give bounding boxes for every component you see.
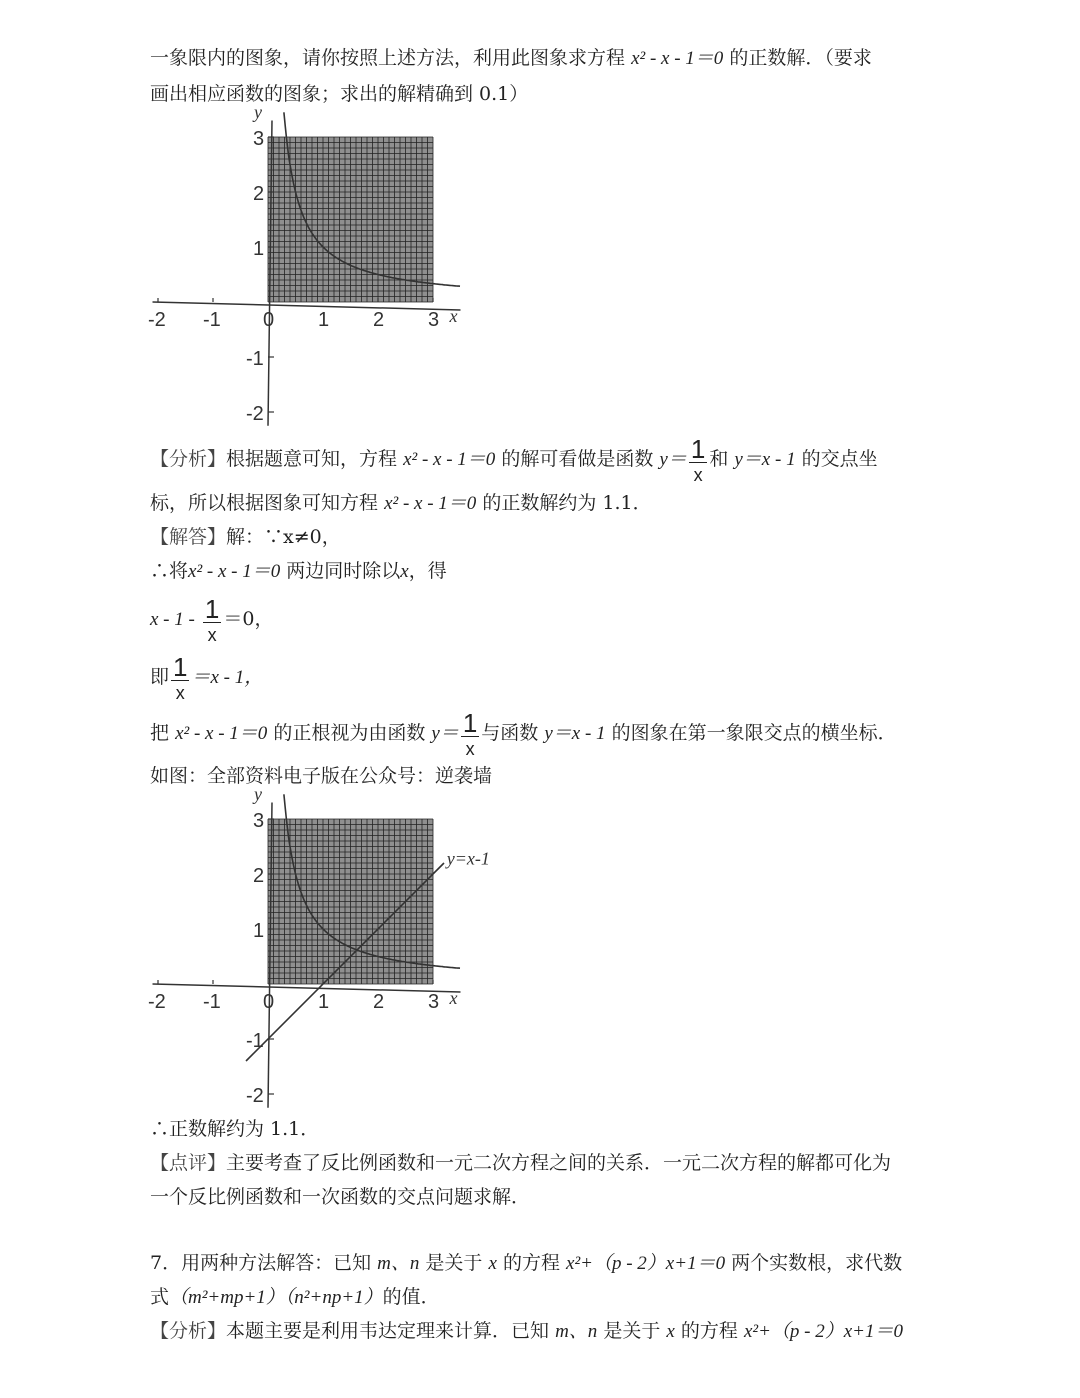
q7-line-3-eq: x²+（p - 2）x+1＝0	[743, 1321, 904, 1342]
y-tick-label: 2	[253, 865, 265, 887]
x-axis	[153, 302, 461, 310]
solution-line-3-a: x - 1 -	[150, 609, 195, 630]
x-axis-label: x	[449, 988, 458, 1008]
solution-line-5-f: 的图象在第一象限交点的横坐标．	[611, 722, 897, 744]
y-tick-label: 1	[253, 238, 265, 260]
x-tick-label: 2	[373, 991, 385, 1013]
line-label: y=x-1	[446, 848, 490, 869]
analysis-tag: 【分析】	[150, 448, 227, 470]
q7-line-3-c: 的方程	[680, 1320, 738, 1342]
analysis-func-1-prefix: y＝	[659, 449, 687, 470]
x-tick-label: -1	[203, 309, 221, 331]
solution-line-5-c: y＝	[431, 723, 459, 744]
intro-text-a: 一象限内的图象，请你按照上述方法，利用此图象求方程	[150, 47, 626, 69]
analysis-line-2-b: 的正数解约为 1.1．	[482, 492, 652, 514]
solution-tag: 【解答】	[150, 526, 227, 548]
q7-line-3-a: 本题主要是利用韦达定理来计算．已知	[226, 1320, 550, 1342]
solution-line-5-b: 的正根视为由函数	[273, 722, 426, 744]
x-tick-label: 0	[263, 309, 275, 331]
x-tick-label: 0	[263, 991, 275, 1013]
q7-line-2	[150, 1285, 440, 1310]
q7-line-1-c: 的方程	[502, 1252, 560, 1274]
x-tick-label: -1	[203, 991, 221, 1013]
intro-text-b: 的正数解．（要求	[729, 47, 872, 69]
comment-text-1: 主要考查了反比例函数和一元二次方程之间的关系．一元二次方程的解都可化为	[226, 1152, 892, 1174]
solution-line-5-e: y＝x - 1	[544, 723, 606, 744]
analysis-line-2	[150, 491, 652, 516]
x-axis	[153, 984, 461, 992]
q7-line-1-vars: m、n	[377, 1253, 420, 1274]
solution-line-2	[150, 559, 447, 584]
solution-line-5	[150, 708, 897, 759]
x-tick-label: 1	[318, 991, 330, 1013]
solution-line-4-a: 即	[150, 666, 170, 688]
analysis-equation-2: x² - x - 1＝0	[384, 493, 477, 514]
y-tick-label: -1	[246, 1030, 264, 1052]
graph-2	[140, 790, 510, 1120]
q7-line-1-a: 7．用两种方法解答：已知	[150, 1252, 372, 1274]
y-tick-label: -1	[246, 348, 264, 370]
q7-analysis-tag: 【分析】	[150, 1320, 227, 1342]
q7-line-3-b: 是关于	[603, 1320, 661, 1342]
intro-line-1	[150, 46, 872, 71]
x-tick-label: 3	[428, 991, 440, 1013]
solution-line-2-a: ∴将	[150, 560, 189, 582]
solution-text-1: 解：∵x≠0，	[226, 526, 341, 548]
analysis-func-2: y＝x - 1	[734, 449, 796, 470]
fraction-one-over-x: $\frac{1}{x}$	[204, 594, 220, 645]
solution-line-5-eq: x² - x - 1＝0	[175, 723, 268, 744]
x-tick-label: 1	[318, 309, 330, 331]
q7-line-3-vars: m、n	[555, 1321, 598, 1342]
solution-line-2-b: 两边同时除以	[286, 560, 401, 582]
x-tick-label: 2	[373, 309, 385, 331]
solution-line-2-c: ，得	[408, 560, 447, 582]
q7-line-1-eq: x²+（p - 2）x+1＝0	[566, 1253, 726, 1274]
intro-line-2: 画出相应函数的图象；求出的解精确到 0.1）	[150, 83, 529, 105]
y-tick-label: 3	[253, 810, 265, 832]
y-axis-label: y	[254, 108, 262, 122]
analysis-text-c: 和	[709, 448, 729, 470]
comment-line-2: 一个反比例函数和一次函数的交点问题求解．	[150, 1186, 531, 1208]
q7-line-1-b: 是关于	[425, 1252, 483, 1274]
analysis-equation-1: x² - x - 1＝0	[403, 449, 496, 470]
x-tick-label: 3	[428, 309, 440, 331]
y-tick-label: 3	[253, 128, 265, 150]
q7-line-1-d: 两个实数根，求代数	[731, 1252, 903, 1274]
comment-tag: 【点评】	[150, 1152, 227, 1174]
q7-line-3	[150, 1319, 903, 1344]
graph-1	[140, 108, 480, 438]
analysis-text-d: 的交点坐	[801, 448, 878, 470]
solution-line-6: 如图：全部资料电子版在公众号：逆袭墙	[150, 765, 493, 787]
y-tick-label: 2	[253, 183, 265, 205]
q7-line-3-x: x	[666, 1321, 675, 1342]
solution-line-3	[150, 594, 273, 645]
y-tick-label: -2	[246, 403, 264, 425]
analysis-line-1	[150, 436, 878, 484]
q7-line-2-expr: （m²+mp+1）（n²+np+1）	[169, 1287, 383, 1308]
q7-line-1	[150, 1251, 902, 1276]
solution-line-2-var: x	[400, 561, 409, 582]
intro-equation: x² - x - 1＝0	[631, 48, 724, 69]
y-tick-label: -2	[246, 1085, 264, 1107]
solution-line-1	[150, 525, 341, 549]
solution-line-4	[150, 652, 263, 703]
solution-line-3-b: ＝0，	[223, 608, 274, 630]
fraction-one-over-x: $\frac{1}{x}$	[462, 708, 478, 759]
fraction-one-over-x: $\frac{1}{x}$	[690, 434, 706, 485]
q7-line-1-x: x	[488, 1253, 497, 1274]
fraction-one-over-x: $\frac{1}{x}$	[173, 652, 188, 703]
comment-line-1	[150, 1151, 891, 1175]
y-tick-label: 1	[253, 920, 265, 942]
x-axis-label: x	[449, 306, 458, 326]
analysis-text-b: 的解可看做是函数	[501, 448, 654, 470]
x-tick-label: -2	[148, 309, 166, 331]
solution-line-2-eq: x² - x - 1＝0	[188, 561, 281, 582]
analysis-line-2-a: 标，所以根据图象可知方程	[150, 492, 379, 514]
solution-line-5-d: 与函数	[481, 722, 539, 744]
solution-line-5-a: 把	[150, 722, 170, 744]
solution-line-4-b: ＝x - 1，	[191, 667, 264, 688]
q7-line-2-a: 式	[150, 1286, 170, 1308]
x-tick-label: -2	[148, 991, 166, 1013]
y-axis-label: y	[254, 790, 262, 804]
analysis-text-a: 根据题意可知，方程	[226, 448, 398, 470]
solution-conclusion: ∴正数解约为 1.1．	[150, 1118, 320, 1140]
q7-line-2-b: 的值．	[382, 1286, 440, 1308]
